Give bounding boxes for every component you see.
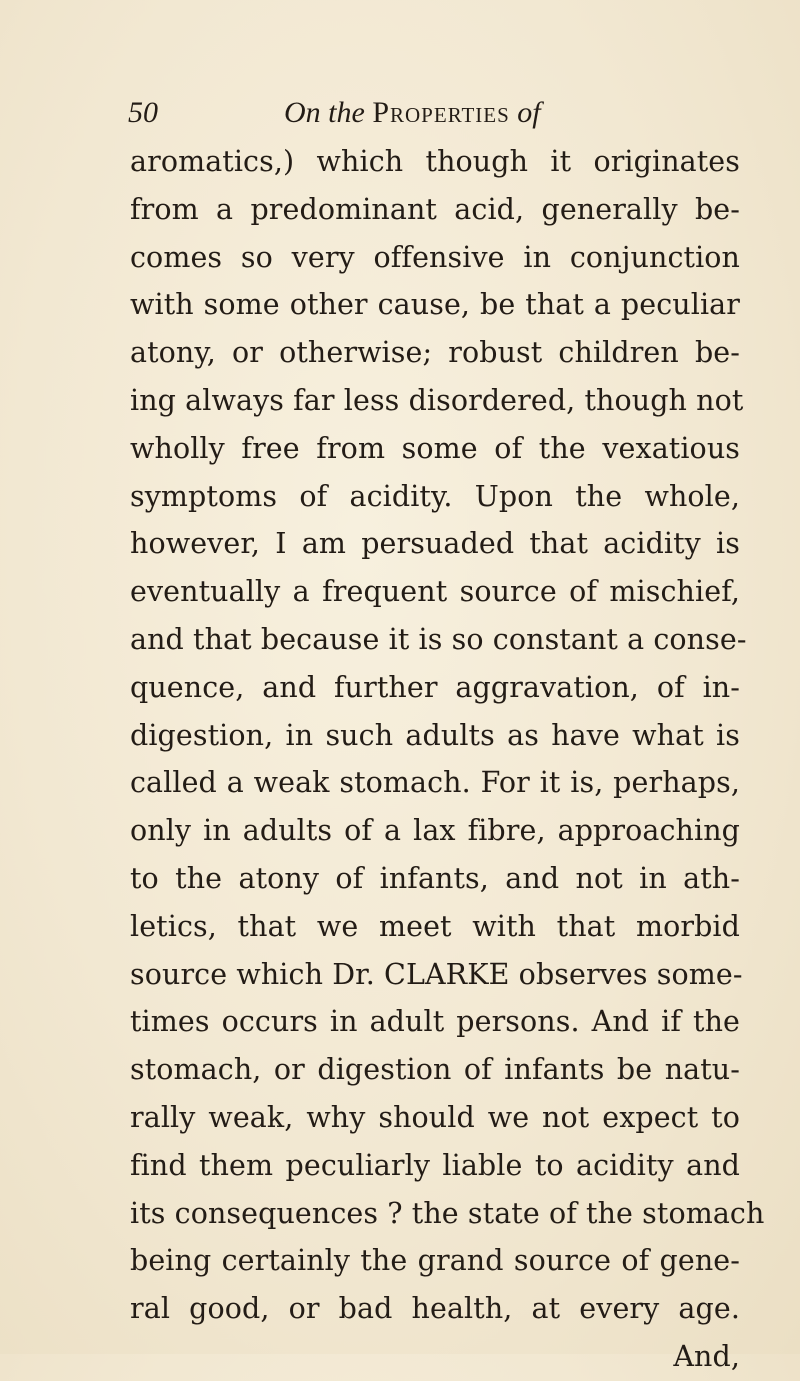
text-line: rally weak, why should we not expect to: [130, 1100, 740, 1134]
running-title-prefix: On the: [284, 96, 365, 129]
text-line: comes so very offensive in conjunction: [130, 240, 740, 274]
page-number: 50: [128, 96, 158, 129]
text-line: called a weak stomach. For it is, perhaps,: [130, 766, 740, 800]
text-line: however, I am persuaded that acidity is: [130, 527, 740, 561]
running-head: [128, 96, 748, 136]
text-line: ing always far less disordered, though not: [130, 383, 744, 417]
text-line: find them peculiarly liable to acidity and: [130, 1148, 740, 1182]
text-line: times occurs in adult persons. And if the: [130, 1005, 740, 1039]
text-line: stomach, or digestion of infants be natu-: [130, 1053, 740, 1087]
text-line: eventually a frequent source of mischief,: [130, 575, 740, 609]
text-line: to the atony of infants, and not in ath-: [130, 861, 740, 895]
text-line: ral good, or bad health, at every age.: [130, 1292, 740, 1326]
text-line: with some other cause, be that a peculiar: [130, 288, 740, 322]
running-title: [284, 96, 541, 130]
text-line: from a predominant acid, generally be-: [130, 192, 740, 226]
text-line: digestion, in such adults as have what is: [130, 718, 740, 752]
catchword: And,: [673, 1339, 740, 1373]
text-line: source which Dr. CLARKE observes some-: [130, 957, 743, 991]
body-text: [130, 138, 765, 1381]
text-line: being certainly the grand source of gene-: [130, 1244, 740, 1278]
running-title-suffix: of: [517, 96, 541, 129]
text-line: symptoms of acidity. Upon the whole,: [130, 479, 740, 513]
running-title-caps: Properties: [372, 96, 510, 129]
text-line: aromatics,) which though it originates: [130, 145, 740, 178]
text-line: its consequences ? the state of the stomach: [130, 1196, 765, 1230]
text-line: only in adults of a lax fibre, approaching: [130, 814, 740, 848]
text-line: quence, and further aggravation, of in-: [130, 670, 740, 704]
text-line: atony, or otherwise; robust children be-: [130, 336, 740, 370]
text-line: and that because it is so constant a conse-: [130, 622, 747, 656]
text-line: letics, that we meet with that morbid: [130, 909, 740, 943]
text-line: wholly free from some of the vexatious: [130, 431, 740, 465]
